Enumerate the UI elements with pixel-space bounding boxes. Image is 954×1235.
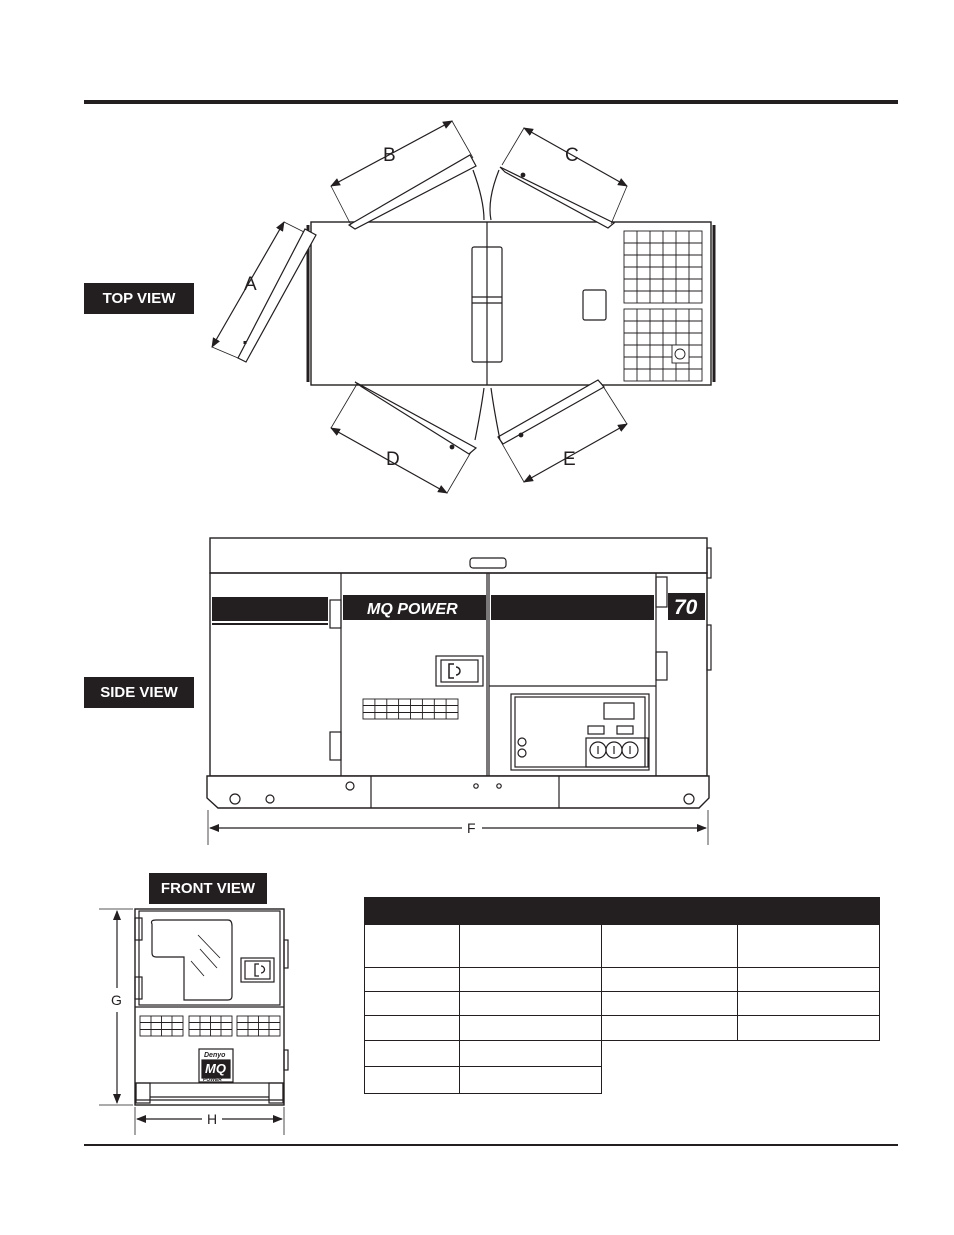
top-grille	[624, 231, 702, 381]
front-badge-bottom: POWER	[203, 1077, 222, 1083]
brand-decal: MQ POWER	[367, 601, 458, 618]
dim-letter-e: E	[563, 449, 576, 470]
front-badge-top: Denyo	[204, 1052, 226, 1059]
top-view-drawing	[212, 121, 714, 493]
dim-letter-a: A	[244, 274, 257, 295]
table-row	[365, 992, 880, 1016]
side-view-label: SIDE VIEW	[84, 677, 194, 708]
table-header-cell	[365, 898, 880, 925]
top-view-label: TOP VIEW	[84, 283, 194, 314]
dim-letter-d: D	[386, 449, 400, 470]
dimensions-table	[364, 897, 880, 1094]
side-view-drawing	[207, 538, 711, 845]
dim-letter-g: G	[111, 992, 122, 1008]
front-view-label: FRONT VIEW	[149, 873, 267, 904]
table-row	[365, 925, 880, 968]
front-grilles	[140, 1016, 280, 1036]
outlet-group	[586, 738, 648, 767]
table-row	[365, 1041, 880, 1067]
front-badge-mid: MQ	[205, 1061, 226, 1076]
dim-letter-h: H	[207, 1111, 218, 1127]
dim-letter-c: C	[565, 145, 579, 166]
table-row	[365, 1067, 880, 1094]
dim-letter-f: F	[467, 820, 476, 836]
side-louvre	[363, 699, 458, 719]
model-decal: 70	[674, 596, 698, 619]
table-row	[365, 968, 880, 992]
table-header-row	[365, 898, 880, 925]
front-view-drawing	[99, 909, 288, 1135]
dim-letter-b: B	[383, 145, 396, 166]
table-row	[365, 1016, 880, 1041]
